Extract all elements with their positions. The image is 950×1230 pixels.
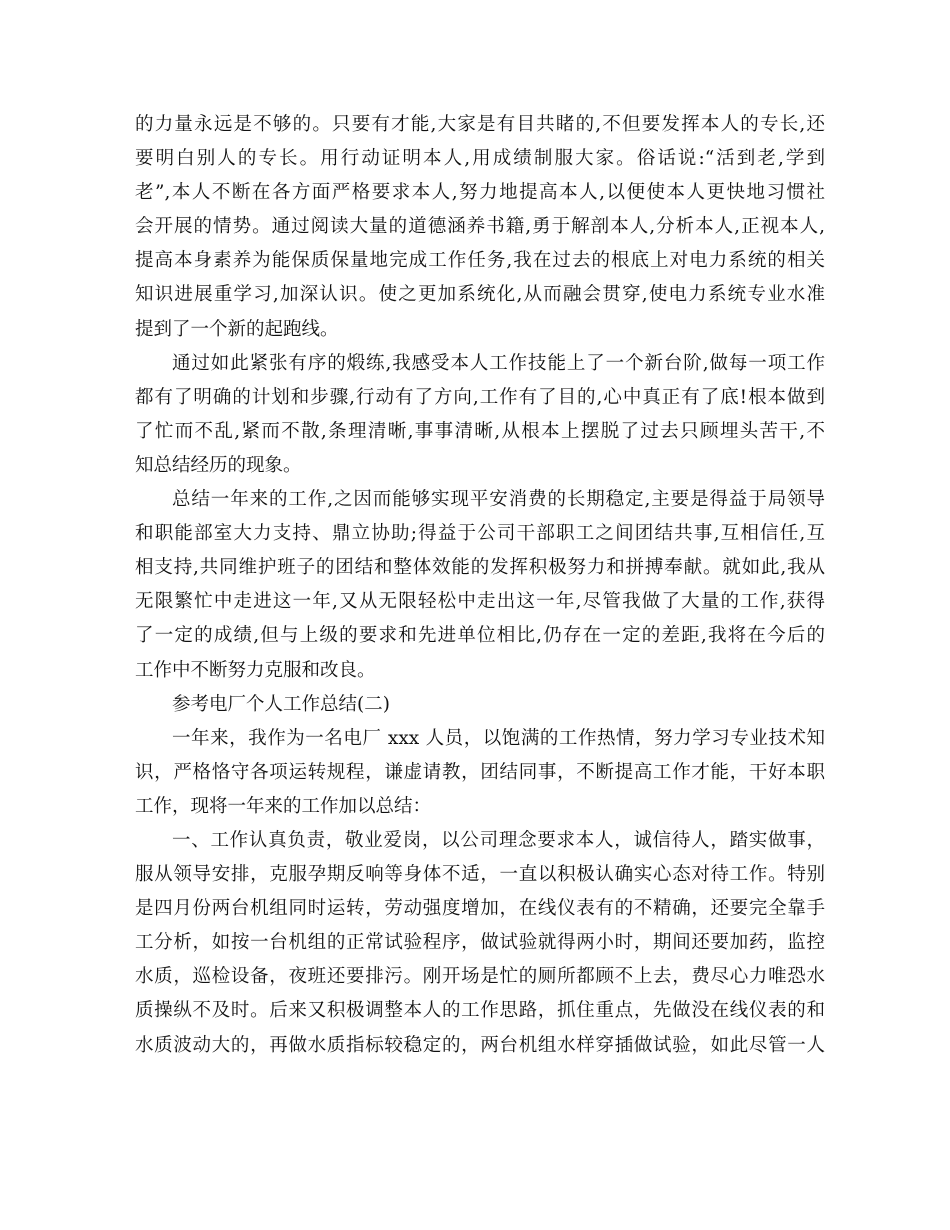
text-line: 提高本身素养为能保质保量地完成工作任务,我在过去的根底上对电力系统的相关 xyxy=(135,250,825,272)
text-line: 水质波动大的，再做水质指标较稳定的，两台机组水样穿插做试验，如此尽管一人 xyxy=(135,1034,825,1056)
text-line: 一年来，我作为一名电厂 xxx 人员，以饱满的工作热情，努力学习专业技术知 xyxy=(172,727,825,749)
text-line: 会开展的情势。通过阅读大量的道德涵养书籍,勇于解剖本人,分析本人,正视本人, xyxy=(135,216,825,238)
text-line: 一、工作认真负责，敬业爱岗，以公司理念要求本人，诚信待人，踏实做事， xyxy=(172,829,825,851)
text-line: 质操纵不及时。后来又积极调整本人的工作思路，抓住重点，先做没在线仪表的和 xyxy=(135,1000,825,1022)
text-line: 是四月份两台机组同时运转，劳动强度增加，在线仪表有的不精确，还要完全靠手 xyxy=(135,898,825,920)
text-line: 老”,本人不断在各方面严格要求本人,努力地提高本人,以便使本人更快地习惯社 xyxy=(135,182,825,204)
document-body xyxy=(135,108,825,1063)
text-line: 相支持,共同维护班子的团结和整体效能的发挥积极努力和拼搏奉献。就如此,我从 xyxy=(135,557,825,579)
text-line: 工分析，如按一台机组的正常试验程序，做试验就得两小时，期间还要加药，监控 xyxy=(135,932,825,954)
text-line: 工作中不断努力克服和改良。 xyxy=(135,659,376,681)
text-line: 知识进展重学习,加深认识。使之更加系统化,从而融会贯穿,使电力系统专业水准 xyxy=(135,284,825,306)
text-line: 水质，巡检设备，夜班还要排污。刚开场是忙的厕所都顾不上去，费尽心力唯恐水 xyxy=(135,966,825,988)
text-line: 的力量永远是不够的。只要有才能,大家是有目共睹的,不但要发挥本人的专长,还 xyxy=(135,114,825,135)
text-line: 工作，现将一年来的工作加以总结： xyxy=(135,795,432,817)
text-line: 和职能部室大力支持、鼎立协助;得益于公司干部职工之间团结共事,互相信任,互 xyxy=(135,523,825,545)
text-line: 总结一年来的工作,之因而能够实现平安消费的长期稳定,主要是得益于局领导 xyxy=(172,489,825,511)
text-line: 了一定的成绩,但与上级的要求和先进单位相比,仍存在一定的差距,我将在今后的 xyxy=(135,625,825,647)
text-line: 通过如此紧张有序的煅练,我感受本人工作技能上了一个新台阶,做每一项工作 xyxy=(172,352,825,374)
text-line: 提到了一个新的起跑线。 xyxy=(135,318,339,340)
text-line: 无限繁忙中走进这一年,又从无限轻松中走出这一年,尽管我做了大量的工作,获得 xyxy=(135,591,825,613)
text-line: 识，严格恪守各项运转规程，谦虚请教，团结同事，不断提高工作才能，干好本职 xyxy=(135,761,825,783)
text-line: 了忙而不乱,紧而不散,条理清晰,事事清晰,从根本上摆脱了过去只顾埋头苦干,不 xyxy=(135,420,825,442)
text-line: 服从领导安排，克服孕期反响等身体不适，一直以积极认确实心态对待工作。特别 xyxy=(135,864,825,886)
text-line: 要明白别人的专长。用行动证明本人,用成绩制服大家。俗话说:“活到老,学到 xyxy=(135,148,825,170)
text-line: 都有了明确的计划和步骤,行动有了方向,工作有了目的,心中真正有了底!根本做到 xyxy=(135,386,825,408)
section-heading: 参考电厂个人工作总结(二) xyxy=(172,693,390,715)
text-line: 知总结经历的现象。 xyxy=(135,454,302,476)
